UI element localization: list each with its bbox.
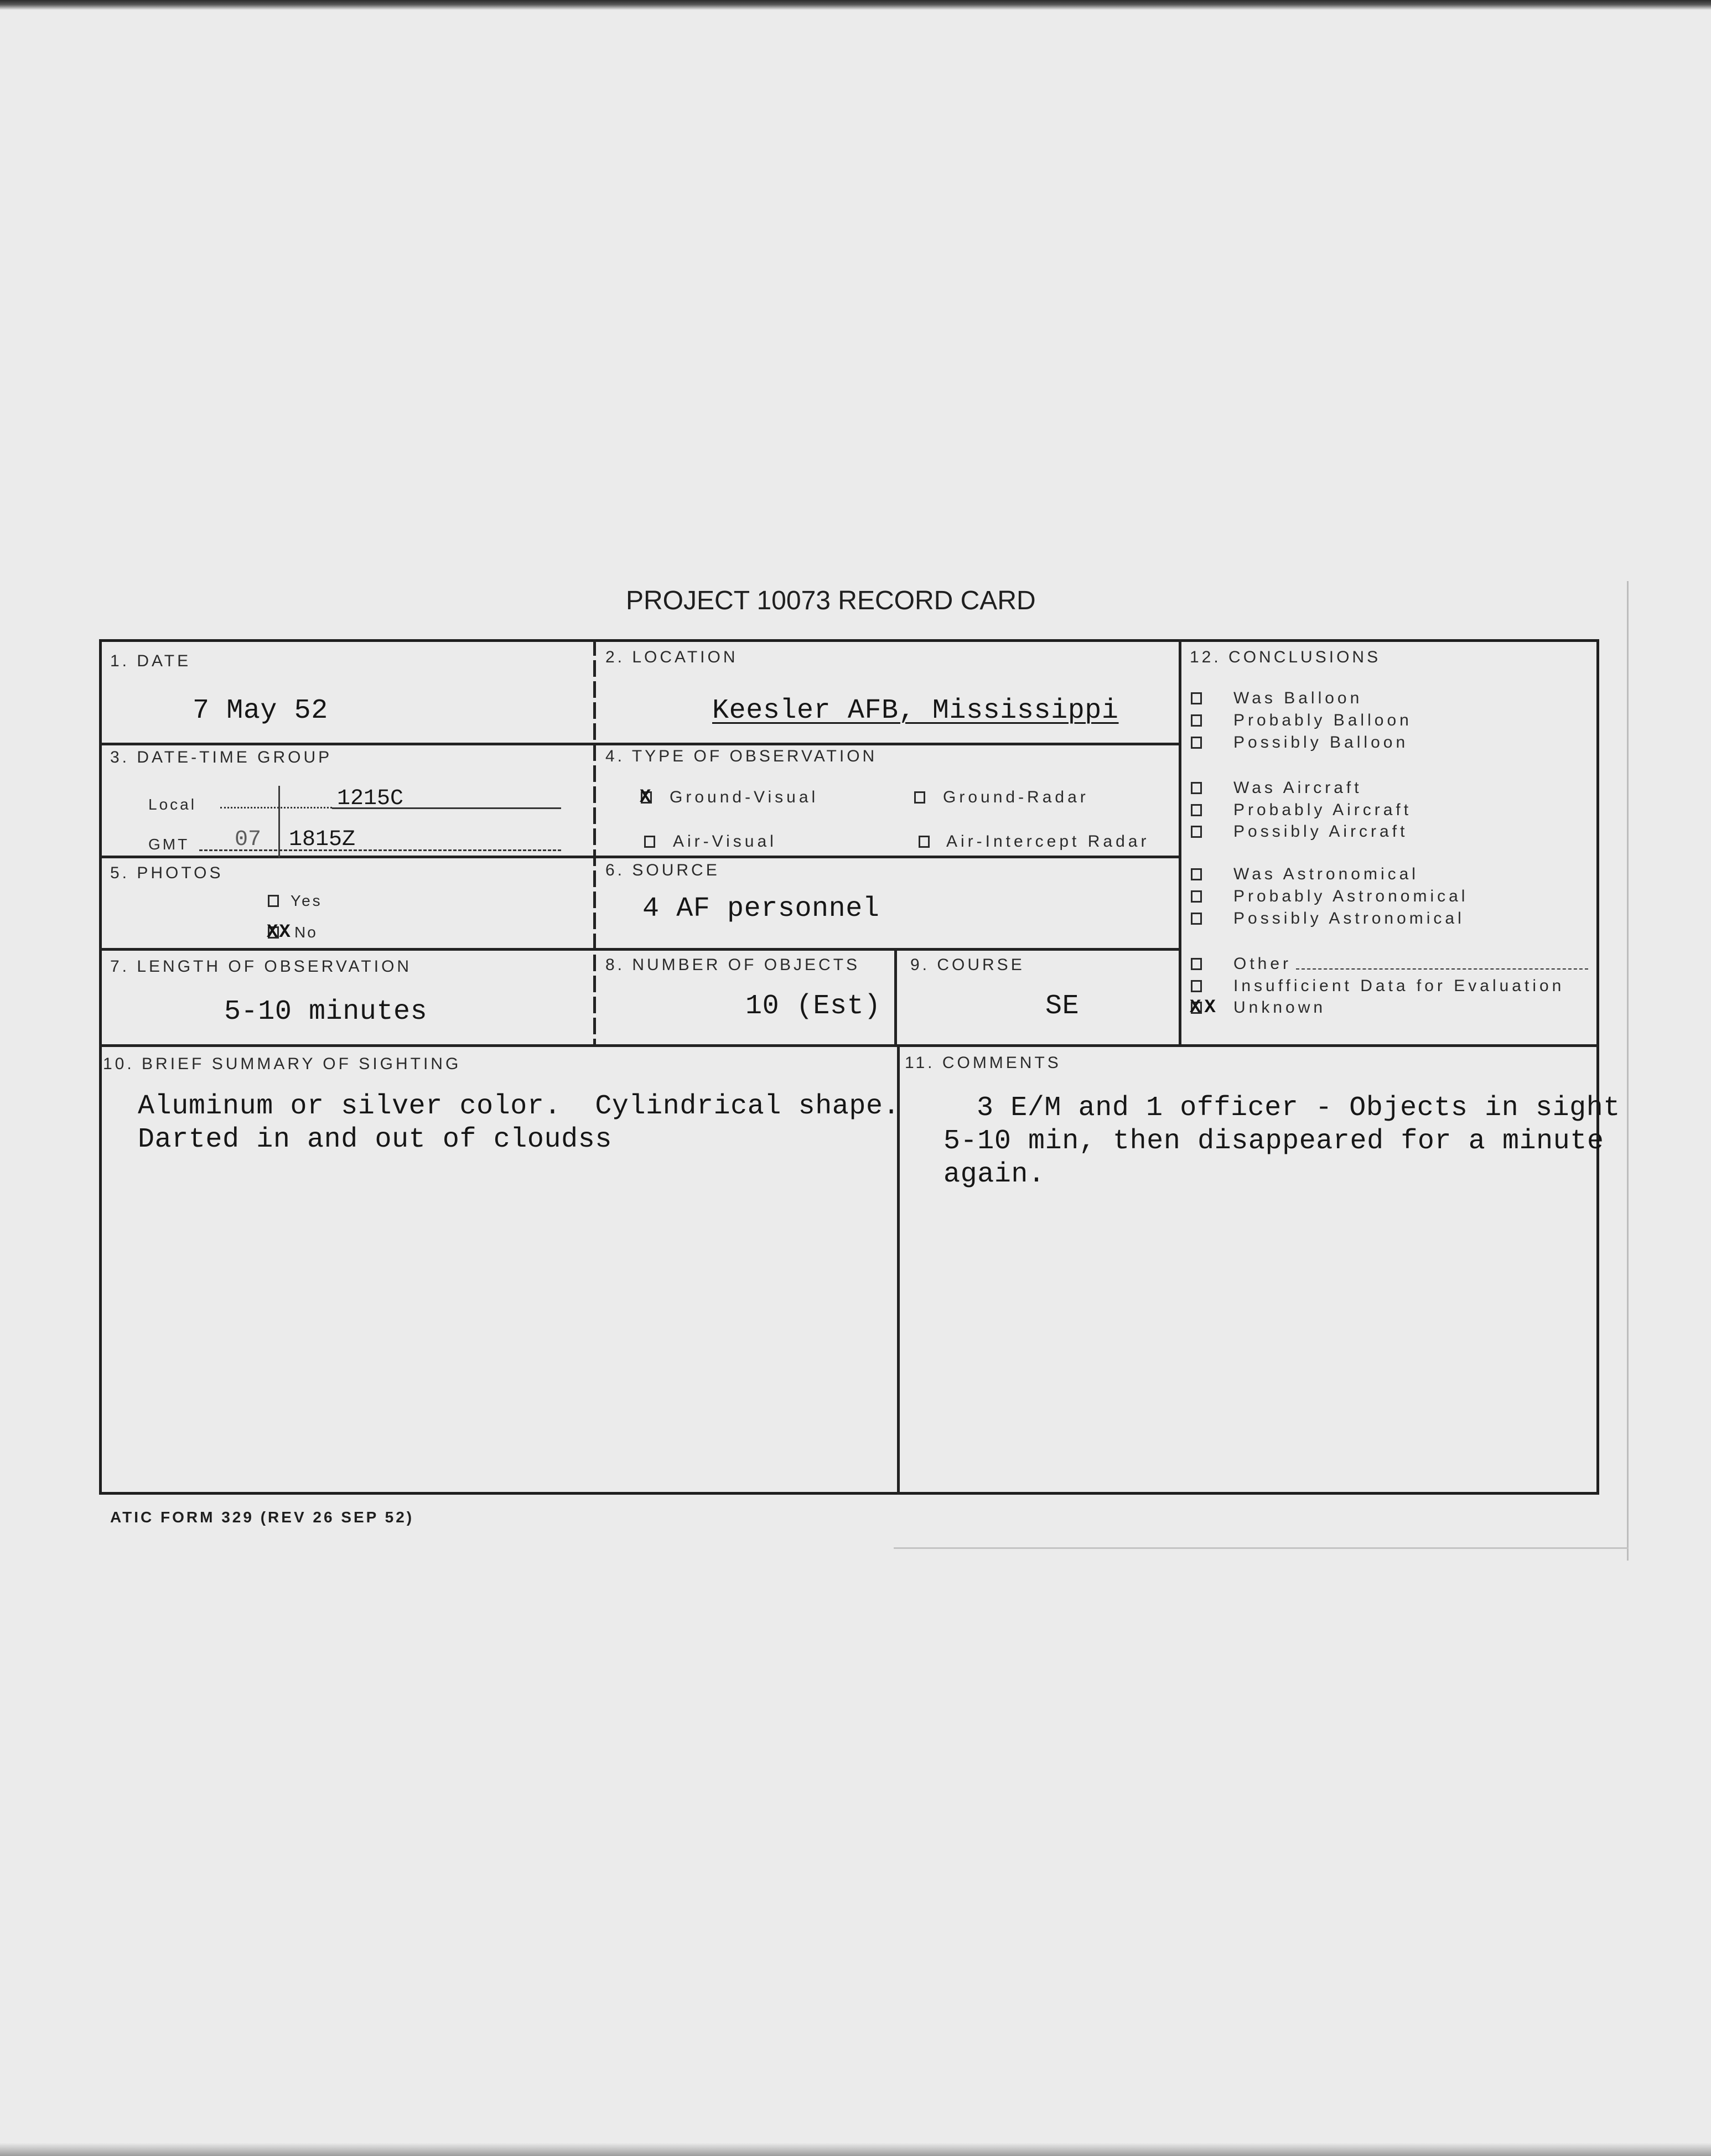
local-time-label: Local [148, 796, 196, 813]
option-label: Ground-Visual [670, 788, 819, 806]
row-divider-photos [99, 948, 1180, 951]
option-label: Was Astronomical [1233, 865, 1419, 883]
option-label: No [294, 924, 318, 941]
checkbox-icon [1191, 714, 1202, 727]
checkbox-icon [1191, 890, 1202, 903]
comments-line: again. [943, 1159, 1045, 1190]
comments-line: 5-10 min, then disappeared for a minute [943, 1126, 1604, 1157]
gmt-day-value: 07 [235, 827, 262, 852]
gmt-time-label: GMT [148, 836, 190, 853]
date-label: 1. DATE [110, 652, 191, 670]
local-time-value: 1215C [337, 786, 404, 811]
course-value: SE [1045, 991, 1080, 1022]
scan-top-edge [0, 0, 1711, 10]
date-value: 7 May 52 [193, 695, 328, 727]
option-label: Yes [291, 892, 323, 909]
conclusions-label: 12. CONCLUSIONS [1190, 648, 1381, 666]
gmt-time-value: 1815Z [289, 827, 356, 852]
row-divider-date [99, 743, 1180, 745]
number-of-objects-value: 10 (Est) [745, 991, 881, 1022]
checkbox-icon [1191, 868, 1202, 880]
date-time-group-label: 3. DATE-TIME GROUP [110, 748, 333, 766]
typed-x-mark: XX [1190, 997, 1219, 1018]
column-divider-conclusions [1179, 639, 1181, 1044]
option-label: Unknown [1233, 998, 1326, 1017]
comments-line: 3 E/M and 1 officer - Objects in sight [977, 1092, 1620, 1124]
type-of-observation-label: 4. TYPE OF OBSERVATION [605, 747, 878, 765]
length-of-observation-label: 7. LENGTH OF OBSERVATION [110, 957, 412, 976]
checkbox-icon [914, 791, 925, 804]
summary-line: Aluminum or silver color. Cylindrical shape. [138, 1091, 900, 1122]
option-label: Possibly Balloon [1233, 733, 1409, 752]
typed-x-mark: X [640, 787, 654, 808]
checkbox-icon [1191, 826, 1202, 838]
summary-label: 10. BRIEF SUMMARY OF SIGHTING [103, 1055, 462, 1073]
option-label: Was Balloon [1233, 689, 1363, 707]
source-value: 4 AF personnel [642, 893, 880, 925]
option-label: Air-Visual [673, 832, 777, 851]
checkbox-icon [644, 836, 655, 848]
summary-line: Darted in and out of cloudss [138, 1124, 612, 1155]
column-divider-course [894, 948, 897, 1044]
location-label: 2. LOCATION [605, 648, 738, 666]
checkbox-icon [1191, 692, 1202, 704]
card-edge-right [1627, 581, 1629, 1561]
checkbox-icon [268, 895, 279, 907]
option-label: Insufficient Data for Evaluation [1233, 977, 1565, 995]
checkbox-icon [919, 836, 930, 848]
checkbox-icon [1191, 958, 1202, 970]
option-label: Possibly Aircraft [1233, 822, 1408, 841]
photos-label: 5. PHOTOS [110, 864, 224, 882]
card-edge-bottom [894, 1547, 1629, 1549]
checkbox-icon [1191, 737, 1202, 749]
option-label: Probably Balloon [1233, 711, 1412, 729]
checkbox-icon [1191, 782, 1202, 794]
column-divider-left [593, 639, 596, 1044]
form-number: ATIC FORM 329 (REV 26 SEP 52) [110, 1509, 414, 1526]
option-label: Other [1233, 955, 1292, 973]
conclusion-other-fill-line [1296, 968, 1588, 970]
length-of-observation-value: 5-10 minutes [224, 996, 428, 1028]
option-label: Was Aircraft [1233, 779, 1362, 797]
scan-bottom-edge [0, 2143, 1711, 2156]
option-label: Probably Aircraft [1233, 801, 1412, 819]
row-divider-date-time [99, 856, 1180, 858]
local-time-dotted-rule [220, 807, 332, 808]
checkbox-icon [1191, 913, 1202, 925]
option-label: Probably Astronomical [1233, 887, 1469, 905]
card-title: PROJECT 10073 RECORD CARD [626, 586, 1036, 615]
location-value: Keesler AFB, Mississippi [712, 695, 1119, 727]
source-label: 6. SOURCE [605, 861, 720, 879]
row-divider-length [99, 1044, 1599, 1047]
option-label: Air-Intercept Radar [946, 832, 1150, 851]
checkbox-icon [1191, 804, 1202, 816]
typed-x-mark: XX [267, 922, 292, 943]
checkbox-icon [1191, 980, 1202, 992]
option-label: Ground-Radar [943, 788, 1089, 806]
number-of-objects-label: 8. NUMBER OF OBJECTS [605, 956, 860, 974]
option-label: Possibly Astronomical [1233, 909, 1465, 927]
comments-label: 11. COMMENTS [905, 1054, 1061, 1072]
course-label: 9. COURSE [910, 956, 1025, 974]
date-time-tick [278, 786, 280, 858]
